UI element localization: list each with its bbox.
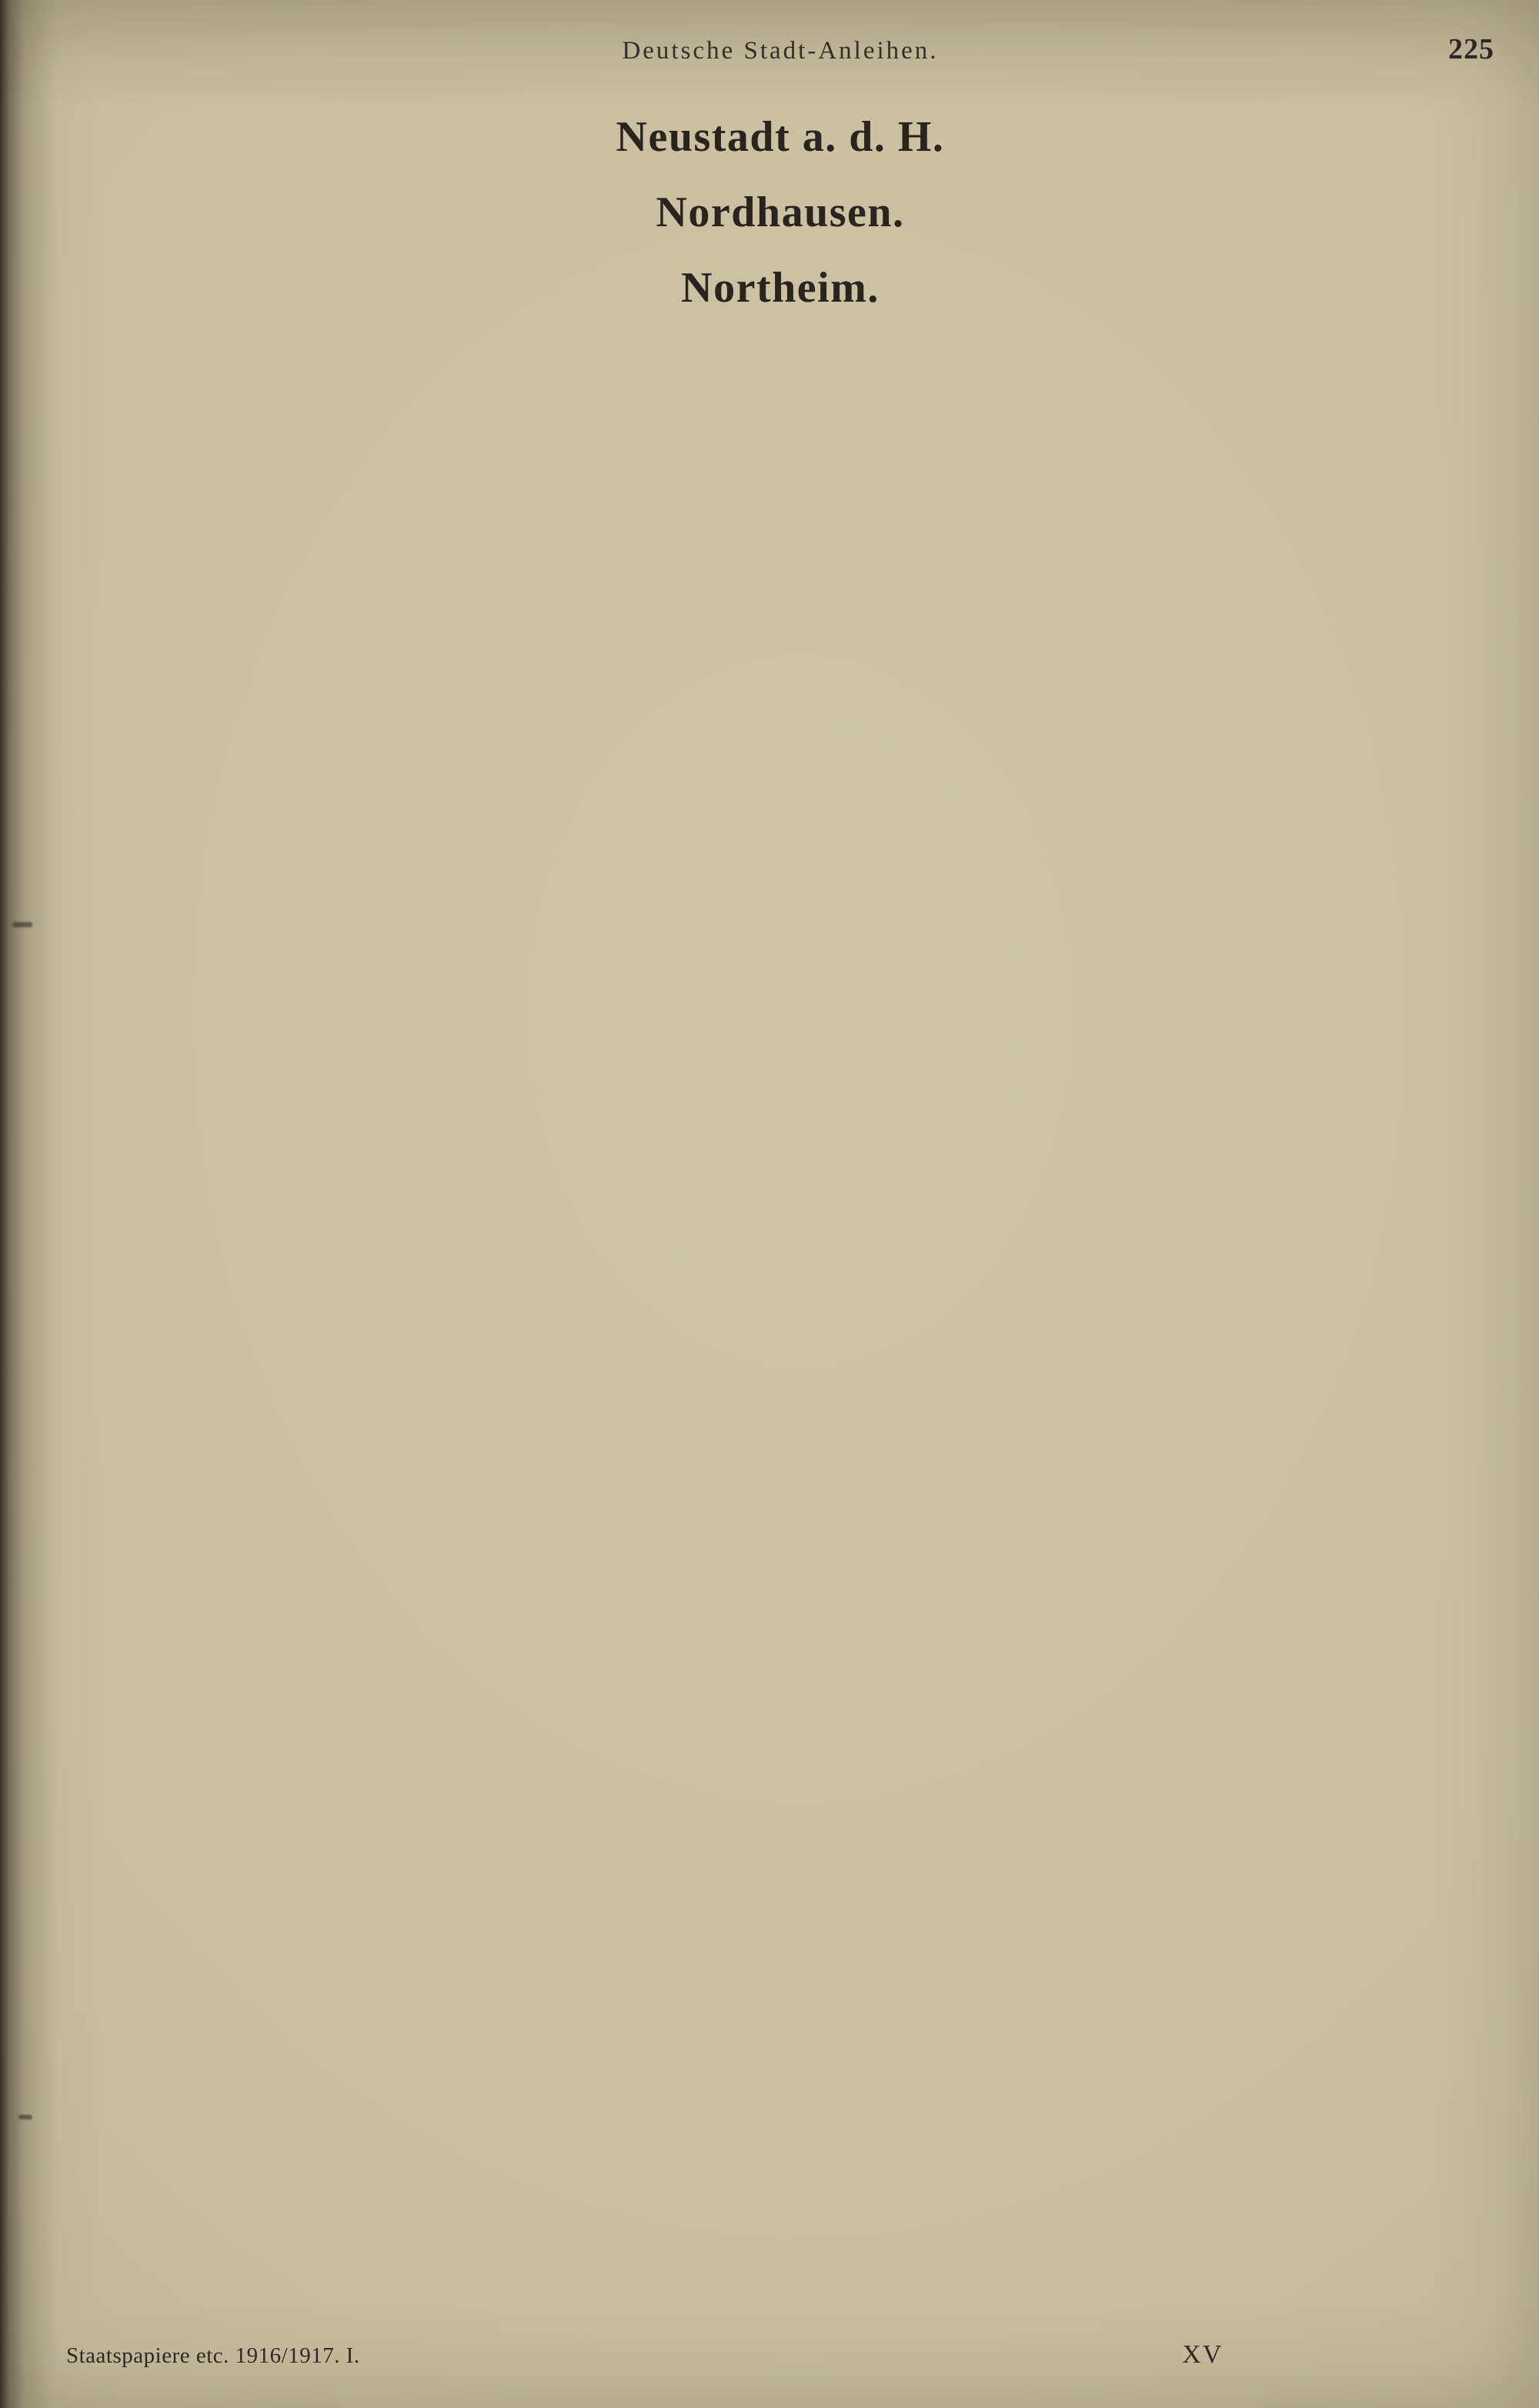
footer-imprint: Staatspapiere etc. 1916/1917. I. — [66, 2343, 360, 2368]
page-footer — [66, 2340, 1494, 2370]
running-header — [66, 32, 1494, 66]
city-heading: Neustadt a. d. H. — [616, 113, 945, 161]
scan-speck — [12, 922, 32, 927]
scan-speck — [18, 2115, 32, 2119]
running-title: Deutsche Stadt-Anleihen. — [622, 37, 939, 65]
city-heading: Nordhausen. — [656, 189, 905, 236]
page-number: 225 — [1448, 33, 1494, 65]
signature-mark: XV — [1182, 2340, 1224, 2369]
city-heading: Northeim. — [681, 264, 880, 312]
page-content — [66, 86, 1494, 2303]
